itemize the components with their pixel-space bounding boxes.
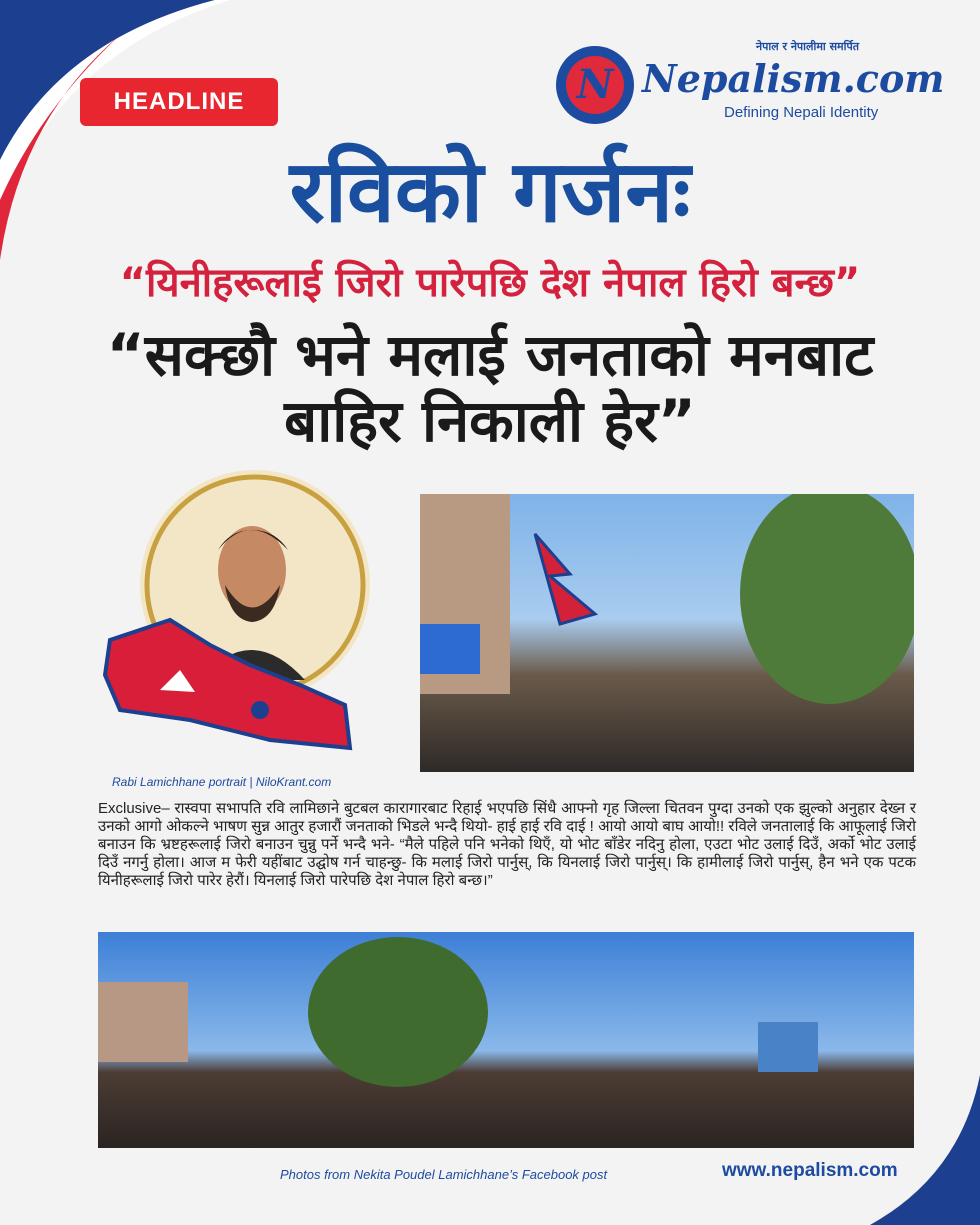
website-link[interactable]: www.nepalism.com — [722, 1160, 898, 1181]
rally-photo-scene — [420, 494, 914, 772]
rally-photo — [420, 494, 914, 772]
photo-credit: Photos from Nekita Poudel Lamichhane’s Facebook post — [280, 1167, 608, 1182]
crowd-panorama-photo — [98, 932, 914, 1148]
crowd-scene — [98, 932, 914, 1148]
logo-emblem-icon — [556, 46, 634, 124]
headline-block — [0, 140, 980, 454]
portrait-caption: Rabi Lamichhane portrait | NiloKrant.com — [112, 775, 332, 789]
logo-letter: N — [566, 56, 624, 114]
site-logo[interactable] — [556, 40, 945, 130]
article-body: Exclusive– रास्वपा सभापति रवि लामिछाने बुटबल कारागारबाट रिहाई भएपछि सिंधै आफ्नो गृह जिल्ला चितवन पुग्दा उनको एक झुल्को अनुहार देख्न र उनको आगो ओकल्ने भाषण सुन्न आतुर हजारौं जनताको भिडले भन्दै थियो- हाई हाई रवि दाई ! आयो आयो बाघ आयो!! रविले जनतालाई कि आफूलाई जिरो बनाउन कि भ्रष्टहरूलाई जिरो बनाउन चुन्नु पर्ने भन्दै भने- “मैले पहिले पनि भनेको थिएँ, यो भोट बाँडेर नदिनु होला, एउटा भोट उलाई दिउँ, अर्को भोट उलाई दिउँ नगर्नु होला। आज म फेरी यहींबाट उद्घोष गर्न चाहन्छु- कि मलाई जिरो पार्नुस्, कि यिनलाई जिरो पार्नुस्। कि हामीलाई जिरो पार्नुस्, हैन भने एक पटक यिनीहरूलाई जिरो पारेर हेरौं। यिनलाई जिरो पारेपछि देश नेपाल हिरो बन्छ।” — [98, 800, 916, 889]
headline-title: रविको गर्जनः — [289, 142, 691, 242]
headline-quote: “सक्छौ भने मलाई जनताको मनबाट बाहिर निकाली हेर” — [106, 321, 874, 455]
logo-top-text: नेपाल र नेपालीमा समर्पित — [756, 40, 859, 53]
headline-subtitle: “यिनीहरूलाई जिरो पारेपछि देश नेपाल हिरो बन्छ” — [119, 260, 861, 306]
headline-badge: HEADLINE — [80, 78, 278, 126]
logo-tagline: Defining Nepali Identity — [724, 104, 879, 121]
portrait-image — [100, 470, 380, 770]
logo-name: Nepalism.com — [642, 56, 945, 101]
